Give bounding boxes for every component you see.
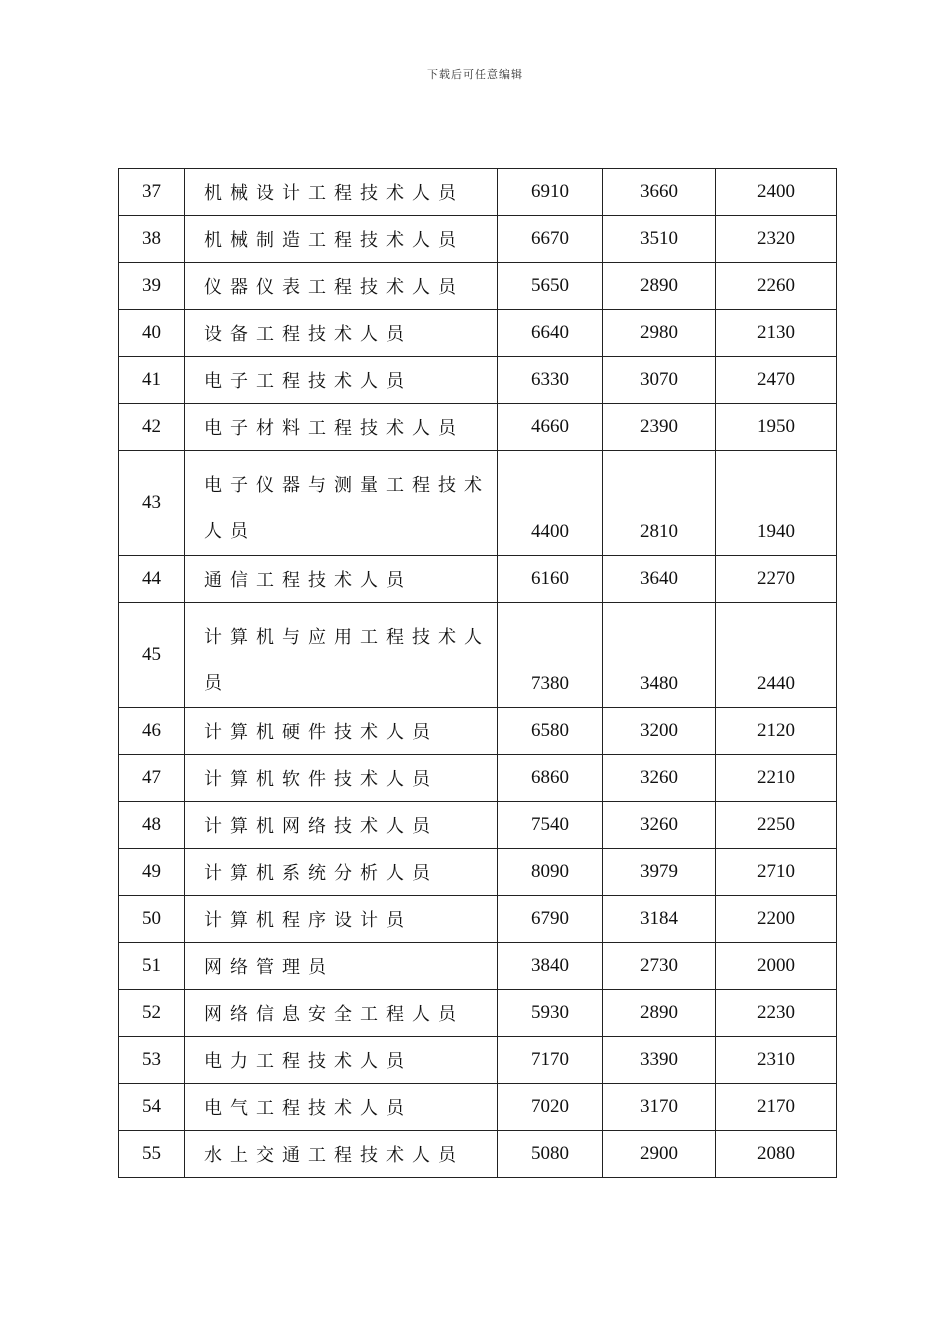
value-3: 1950	[716, 404, 837, 451]
value-1: 8090	[498, 849, 603, 896]
row-number: 51	[119, 943, 185, 990]
table-row	[119, 310, 837, 357]
table-row	[119, 216, 837, 263]
value-2: 3480	[603, 603, 716, 708]
value-1: 4400	[498, 451, 603, 556]
table-row	[119, 1084, 837, 1131]
value-2: 3200	[603, 708, 716, 755]
occupation-name: 通信工程技术人员	[185, 556, 498, 603]
value-1: 6910	[498, 169, 603, 216]
value-1: 5080	[498, 1131, 603, 1178]
value-2: 3640	[603, 556, 716, 603]
row-number: 52	[119, 990, 185, 1037]
value-2: 2980	[603, 310, 716, 357]
value-3: 1940	[716, 451, 837, 556]
table-row	[119, 896, 837, 943]
occupation-name: 计算机与应用工程技术人员	[185, 603, 498, 708]
value-2: 3390	[603, 1037, 716, 1084]
row-number: 53	[119, 1037, 185, 1084]
value-1: 7540	[498, 802, 603, 849]
occupation-name: 水上交通工程技术人员	[185, 1131, 498, 1178]
value-1: 6580	[498, 708, 603, 755]
value-1: 3840	[498, 943, 603, 990]
value-3: 2440	[716, 603, 837, 708]
occupation-name: 计算机程序设计员	[185, 896, 498, 943]
value-2: 3260	[603, 802, 716, 849]
occupation-name: 电子材料工程技术人员	[185, 404, 498, 451]
table-row	[119, 708, 837, 755]
value-2: 2810	[603, 451, 716, 556]
value-3: 2170	[716, 1084, 837, 1131]
row-number: 37	[119, 169, 185, 216]
occupation-name: 计算机系统分析人员	[185, 849, 498, 896]
table-row	[119, 451, 837, 556]
row-number: 39	[119, 263, 185, 310]
table-row	[119, 357, 837, 404]
value-3: 2080	[716, 1131, 837, 1178]
value-1: 6790	[498, 896, 603, 943]
value-1: 5930	[498, 990, 603, 1037]
value-1: 4660	[498, 404, 603, 451]
value-1: 7380	[498, 603, 603, 708]
row-number: 48	[119, 802, 185, 849]
page-header: 下载后可任意编辑	[427, 68, 523, 81]
occupation-name: 机械设计工程技术人员	[185, 169, 498, 216]
salary-table	[118, 168, 837, 1178]
row-number: 38	[119, 216, 185, 263]
occupation-name: 计算机硬件技术人员	[185, 708, 498, 755]
value-2: 3510	[603, 216, 716, 263]
table-row	[119, 603, 837, 708]
occupation-name: 电气工程技术人员	[185, 1084, 498, 1131]
row-number: 55	[119, 1131, 185, 1178]
table-row	[119, 943, 837, 990]
row-number: 50	[119, 896, 185, 943]
value-3: 2260	[716, 263, 837, 310]
table-row	[119, 802, 837, 849]
value-3: 2230	[716, 990, 837, 1037]
value-2: 3979	[603, 849, 716, 896]
value-2: 3170	[603, 1084, 716, 1131]
row-number: 45	[119, 603, 185, 708]
row-number: 47	[119, 755, 185, 802]
value-1: 6860	[498, 755, 603, 802]
table-row	[119, 1037, 837, 1084]
value-2: 3660	[603, 169, 716, 216]
occupation-name: 计算机网络技术人员	[185, 802, 498, 849]
table-row	[119, 556, 837, 603]
row-number: 40	[119, 310, 185, 357]
occupation-name: 计算机软件技术人员	[185, 755, 498, 802]
occupation-name: 网络信息安全工程人员	[185, 990, 498, 1037]
table-row	[119, 990, 837, 1037]
value-3: 2400	[716, 169, 837, 216]
occupation-name: 电力工程技术人员	[185, 1037, 498, 1084]
value-3: 2310	[716, 1037, 837, 1084]
row-number: 41	[119, 357, 185, 404]
value-1: 7170	[498, 1037, 603, 1084]
value-3: 2130	[716, 310, 837, 357]
occupation-name: 电子仪器与测量工程技术人员	[185, 451, 498, 556]
occupation-name: 设备工程技术人员	[185, 310, 498, 357]
row-number: 49	[119, 849, 185, 896]
occupation-name: 电子工程技术人员	[185, 357, 498, 404]
table-row	[119, 755, 837, 802]
value-3: 2270	[716, 556, 837, 603]
occupation-name: 机械制造工程技术人员	[185, 216, 498, 263]
row-number: 46	[119, 708, 185, 755]
value-2: 3070	[603, 357, 716, 404]
value-1: 7020	[498, 1084, 603, 1131]
row-number: 44	[119, 556, 185, 603]
table-row	[119, 404, 837, 451]
value-2: 2730	[603, 943, 716, 990]
value-3: 2250	[716, 802, 837, 849]
value-3: 2210	[716, 755, 837, 802]
value-2: 2890	[603, 990, 716, 1037]
value-2: 2900	[603, 1131, 716, 1178]
value-1: 6160	[498, 556, 603, 603]
table-body	[119, 169, 837, 1178]
row-number: 54	[119, 1084, 185, 1131]
row-number: 42	[119, 404, 185, 451]
table-row	[119, 169, 837, 216]
occupation-name: 仪器仪表工程技术人员	[185, 263, 498, 310]
value-1: 6670	[498, 216, 603, 263]
value-2: 3260	[603, 755, 716, 802]
value-3: 2000	[716, 943, 837, 990]
value-3: 2710	[716, 849, 837, 896]
table-row	[119, 263, 837, 310]
value-1: 5650	[498, 263, 603, 310]
value-1: 6330	[498, 357, 603, 404]
table-row	[119, 849, 837, 896]
value-2: 3184	[603, 896, 716, 943]
row-number: 43	[119, 451, 185, 556]
value-2: 2890	[603, 263, 716, 310]
table-row	[119, 1131, 837, 1178]
value-3: 2470	[716, 357, 837, 404]
value-3: 2320	[716, 216, 837, 263]
value-1: 6640	[498, 310, 603, 357]
value-3: 2120	[716, 708, 837, 755]
value-2: 2390	[603, 404, 716, 451]
value-3: 2200	[716, 896, 837, 943]
occupation-name: 网络管理员	[185, 943, 498, 990]
